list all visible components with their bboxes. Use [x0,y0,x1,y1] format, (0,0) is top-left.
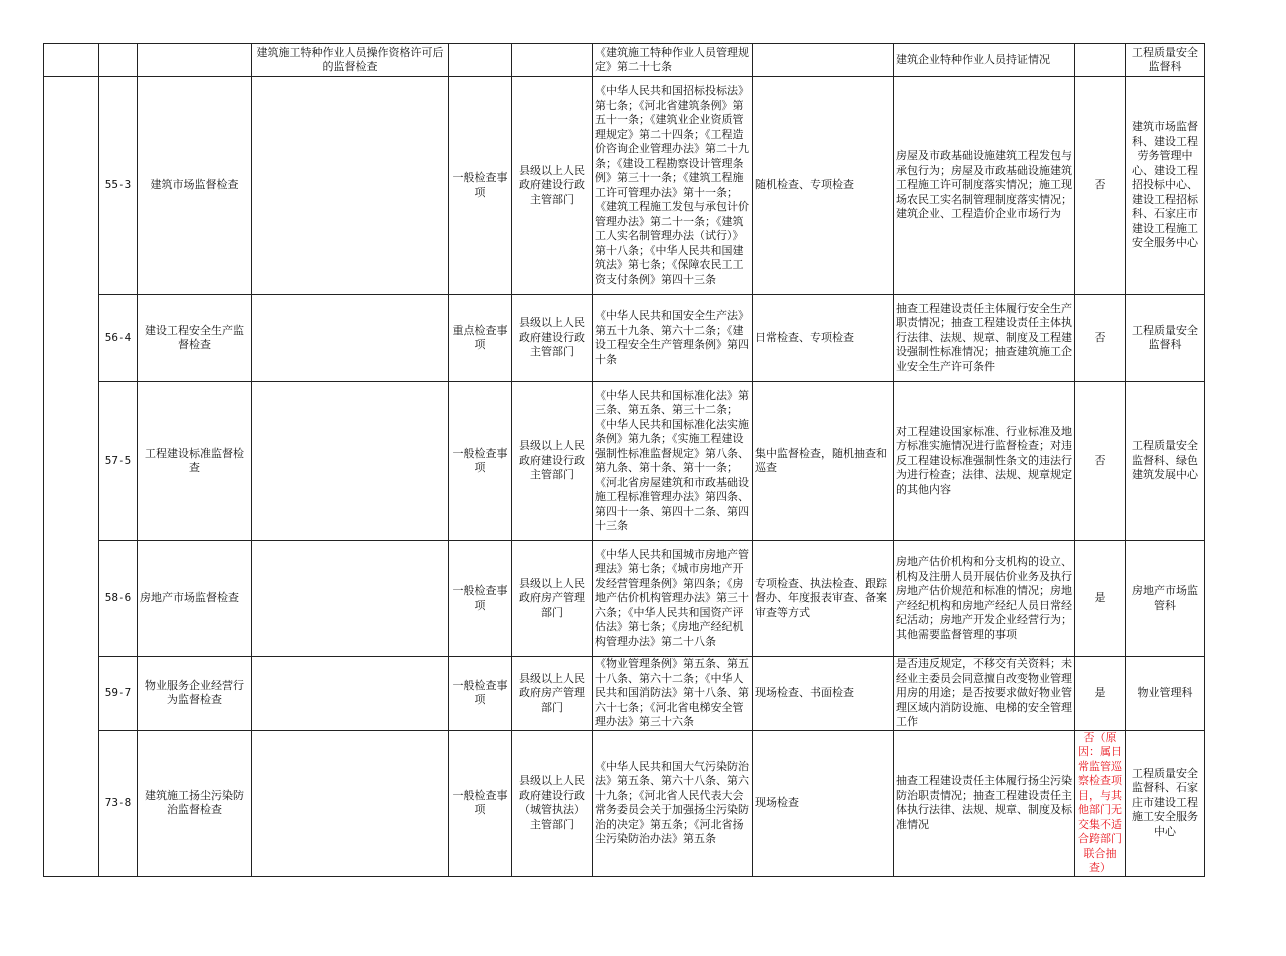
inspection-subject: 县级以上人民政府建设行政主管部门 [512,382,593,541]
responsible-dept: 房地产市场监管科 [1126,541,1205,657]
joint-inspection: 是 [1075,657,1126,731]
seq-number: 73-8 [99,730,138,876]
legal-basis: 《中华人民共和国城市房地产管理法》第七条；《城市房地产开发经营管理条例》第四条；《房地产估价机构管理办法》第三十六条；《中华人民共和国资产评估法》第七条；《房地产经纪机构管理办法》第二十八条 [593,541,753,657]
inspection-type: 一般检查事项 [449,77,512,295]
responsible-dept: 建筑市场监督科、建设工程劳务管理中心、建设工程招投标中心、建设工程招标科、石家庄市建设工程施工安全服务中心 [1126,77,1205,295]
inspection-name: 物业服务企业经营行为监督检查 [138,657,252,731]
joint-inspection: 是 [1075,541,1126,657]
joint-inspection: 否 [1075,295,1126,382]
subject-cell [512,44,593,77]
inspection-subject: 县级以上人民政府建设行政（城管执法）主管部门 [512,730,593,876]
inspection-name: 建设工程安全生产监督检查 [138,295,252,382]
table-row [44,541,1205,657]
seq-number: 55-3 [99,77,138,295]
inspection-method: 随机检查、专项检查 [753,77,894,295]
legal-basis: 《中华人民共和国招标投标法》第七条；《河北省建筑条例》第五十一条；《建筑业企业资质管理规定》第二十四条；《工程造价咨询企业管理办法》第二十九条；《建设工程勘察设计管理条例》第三十一条；《建筑工程施工许可管理办法》第十一条；《建筑工程施工发包与承包计价管理办法》第二十一条；《建筑工人实名制管理办法（试行）》第十八条；《中华人民共和国建筑法》第七条；《保障农民工工资支付条例》第四十三条 [593,77,753,295]
category-cell [44,44,99,77]
category-cell [44,77,99,877]
inspection-name: 工程建设标准监督检查 [138,382,252,541]
inspection-content: 抽查工程建设责任主体履行安全生产职责情况；抽查工程建设责任主体执行法律、法规、规章、制度及工程建设强制性标准情况；抽查建筑施工企业安全生产许可条件 [894,295,1075,382]
inspection-subject: 县级以上人民政府房产管理部门 [512,541,593,657]
seq-number: 57-5 [99,382,138,541]
method-cell [753,44,894,77]
responsible-dept: 工程质量安全监督科、石家庄市建设工程施工安全服务中心 [1126,730,1205,876]
inspection-name: 建筑施工扬尘污染防治监督检查 [138,730,252,876]
joint-inspection: 否（原因：属日常监管巡察检查项目，与其他部门无交集不适合跨部门联合抽查） [1075,730,1126,876]
item-cell [252,382,449,541]
inspection-content: 是否违反规定，不移交有关资料；未经业主委员会同意擅自改变物业管理用房的用途；是否按要求做好物业管理区域内消防设施、电梯的安全管理工作 [894,657,1075,731]
table-row [44,730,1205,876]
inspection-name: 房地产市场监督检查 [138,541,252,657]
legal-basis: 《中华人民共和国大气污染防治法》第五条、第六十八条、第六十九条；《河北省人民代表大会常务委员会关于加强扬尘污染防治的决定》第五条；《河北省扬尘污染防治办法》第五条 [593,730,753,876]
inspection-content: 房屋及市政基础设施建筑工程发包与承包行为；房屋及市政基础设施建筑工程施工许可制度落实情况；施工现场农民工实名制管理制度落实情况；建筑企业、工程造价企业市场行为 [894,77,1075,295]
responsible-dept: 物业管理科 [1126,657,1205,731]
basis-cell: 《建筑施工特种作业人员管理规定》第二十七条 [593,44,753,77]
inspection-method: 日常检查、专项检查 [753,295,894,382]
item-cell [252,657,449,731]
seq-number: 59-7 [99,657,138,731]
joint-cell [1075,44,1126,77]
type-cell [449,44,512,77]
joint-inspection: 否 [1075,382,1126,541]
item-cell [252,295,449,382]
seq-number: 56-4 [99,295,138,382]
legal-basis: 《物业管理条例》第五条、第五十八条、第六十二条；《中华人民共和国消防法》第十八条、第六十七条；《河北省电梯安全管理办法》第三十六条 [593,657,753,731]
table-row [44,44,1205,77]
seq-cell [99,44,138,77]
table-row [44,382,1205,541]
item-cell: 建筑施工特种作业人员操作资格许可后的监督检查 [252,44,449,77]
item-cell [252,77,449,295]
inspection-type: 重点检查事项 [449,295,512,382]
inspection-method: 现场检查 [753,730,894,876]
inspection-method: 集中监督检查，随机抽查和巡查 [753,382,894,541]
inspection-subject: 县级以上人民政府房产管理部门 [512,657,593,731]
inspection-type: 一般检查事项 [449,541,512,657]
joint-inspection: 否 [1075,77,1126,295]
legal-basis: 《中华人民共和国标准化法》第三条、第五条、第三十二条；《中华人民共和国标准化法实施条例》第九条；《实施工程建设强制性标准监督规定》第八条、第九条、第十条、第十一条；《河北省房屋建筑和市政基础设施工程标准管理办法》第四条、第四十一条、第四十二条、第四十三条 [593,382,753,541]
inspection-content: 对工程建设国家标准、行业标准及地方标准实施情况进行监督检查；对违反工程建设标准强制性条文的违法行为进行检查；法律、法规、规章规定的其他内容 [894,382,1075,541]
table-row [44,295,1205,382]
responsible-dept: 工程质量安全监督科 [1126,295,1205,382]
inspection-subject: 县级以上人民政府建设行政主管部门 [512,295,593,382]
seq-number: 58-6 [99,541,138,657]
inspection-subject: 县级以上人民政府建设行政主管部门 [512,77,593,295]
dept-cell: 工程质量安全监督科 [1126,44,1205,77]
table-row [44,77,1205,295]
table-row [44,657,1205,731]
responsible-dept: 工程质量安全监督科、绿色建筑发展中心 [1126,382,1205,541]
inspection-content: 房地产估价机构和分支机构的设立、机构及注册人员开展估价业务及执行房地产估价规范和标准的情况；房地产经纪机构和房地产经纪人员日常经纪活动；房地产开发企业经营行为；其他需要监督管理的事项 [894,541,1075,657]
inspection-type: 一般检查事项 [449,730,512,876]
inspection-method: 专项检查、执法检查、跟踪督办、年度报表审查、备案审查等方式 [753,541,894,657]
inspection-type: 一般检查事项 [449,657,512,731]
inspection-table [43,43,1205,877]
content-cell: 建筑企业特种作业人员持证情况 [894,44,1075,77]
item-cell [252,541,449,657]
item-cell [252,730,449,876]
inspection-name: 建筑市场监督检查 [138,77,252,295]
inspection-content: 抽查工程建设责任主体履行扬尘污染防治职责情况；抽查工程建设责任主体执行法律、法规、规章、制度及标准情况 [894,730,1075,876]
legal-basis: 《中华人民共和国安全生产法》第五十九条、第六十二条；《建设工程安全生产管理条例》第四十条 [593,295,753,382]
name-cell [138,44,252,77]
inspection-type: 一般检查事项 [449,382,512,541]
inspection-method: 现场检查、书面检查 [753,657,894,731]
